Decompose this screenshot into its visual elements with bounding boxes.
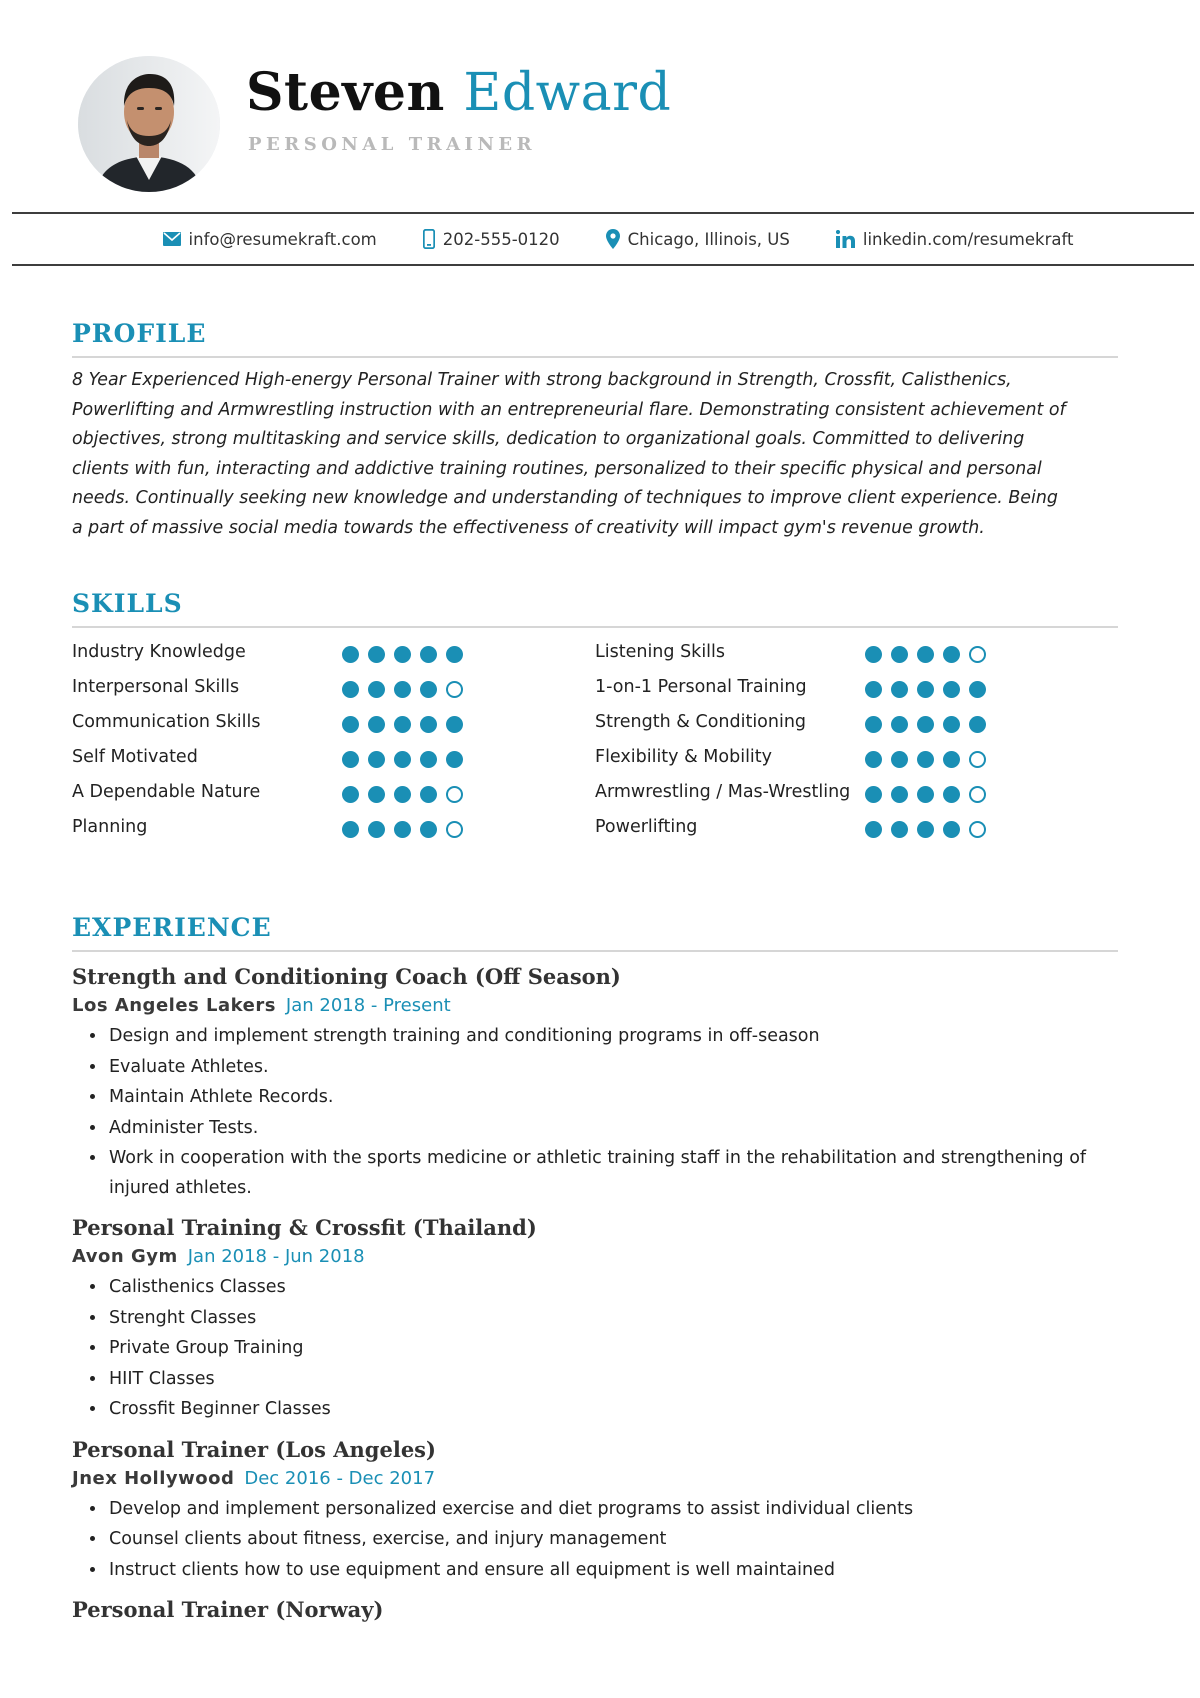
skill-name: Flexibility & Mobility [595,747,773,767]
skills-section [72,588,1118,850]
skill-rating [342,710,463,733]
skills-column-right [595,640,1118,850]
section-divider [72,626,1118,628]
rating-dot-filled [917,821,934,838]
contact-phone[interactable] [423,229,560,249]
contact-linkedin[interactable] [836,230,1074,249]
skill-rating [342,815,463,838]
skill-row [595,815,1118,840]
rating-dot-filled [943,681,960,698]
rating-dot-filled [394,821,411,838]
skills-heading: SKILLS [72,589,183,618]
rating-dot-empty [969,786,986,803]
first-name: Steven [246,62,445,123]
job-entry [72,962,1118,1203]
rating-dot-filled [342,786,359,803]
job-company: Los Angeles Lakers [72,995,276,1016]
job-bullet: • Maintain Athlete Records. [107,1082,1118,1113]
profile-summary: 8 Year Experienced High-energy Personal Trainer with strong background in Strength, Crossfit, Calisthenics, Powerlifting and Armwrestling instruction with an entrepreneurial flare. Demonstrating consistent achievement of objectives, strong multitasking and service skills, dedication to organizational goals. Committed to delivering clients with fun, interacting and addictive training routines, personalized to their specific physical and personal needs. Continually seeking new knowledge and understanding of techniques to improve client experience. Being a part of massive social media towards the effectiveness of creativity will impact gym's revenue growth. [72,370,1066,538]
job-bullet: • Counsel clients about fitness, exercise, and injury management [107,1524,1118,1555]
rating-dot-filled [891,751,908,768]
rating-dot-filled [969,716,986,733]
job-bullets [72,1021,1118,1203]
candidate-name [246,58,671,128]
job-bullets [72,1272,1118,1425]
rating-dot-filled [865,681,882,698]
job-bullet: • Crossfit Beginner Classes [107,1394,1118,1425]
rating-dot-filled [420,786,437,803]
skill-rating [865,675,986,698]
rating-dot-empty [969,821,986,838]
rating-dot-filled [865,646,882,663]
rating-dot-filled [865,751,882,768]
skill-row [72,780,595,805]
skill-row [595,745,1118,770]
experience-heading: EXPERIENCE [72,913,272,942]
rating-dot-filled [917,716,934,733]
rating-dot-filled [342,646,359,663]
phone-text: 202-555-0120 [442,229,560,249]
job-company: Avon Gym [72,1246,178,1267]
phone-icon [423,229,435,249]
skill-rating [865,780,986,803]
linkedin-text: linkedin.com/resumekraft [862,229,1074,249]
skill-rating [865,710,986,733]
skill-rating [342,675,463,698]
skill-name: Armwrestling / Mas-Wrestling [595,782,851,802]
job-dates: Jan 2018 - Jun 2018 [187,1246,365,1267]
rating-dot-filled [420,751,437,768]
skill-rating [865,815,986,838]
skill-row [72,675,595,700]
rating-dot-empty [969,751,986,768]
job-bullet: • Evaluate Athletes. [107,1052,1118,1083]
job-bullet: • Instruct clients how to use equipment and ensure all equipment is well maintained [107,1555,1118,1586]
rating-dot-filled [943,786,960,803]
skill-name: 1-on-1 Personal Training [595,677,807,697]
skill-name: Planning [72,817,148,837]
rating-dot-filled [943,751,960,768]
rating-dot-filled [917,751,934,768]
rating-dot-filled [368,646,385,663]
job-bullet: • Administer Tests. [107,1113,1118,1144]
skill-row [72,640,595,665]
job-title: Strength and Conditioning Coach (Off Season) [72,964,621,989]
job-meta [72,992,1118,1020]
skill-name: Powerlifting [595,817,698,837]
skills-column-left [72,640,595,850]
rating-dot-filled [891,681,908,698]
section-divider [72,950,1118,952]
skill-row [595,640,1118,665]
job-dates: Dec 2016 - Dec 2017 [244,1467,436,1489]
rating-dot-empty [969,646,986,663]
job-bullet: • Private Group Training [107,1333,1118,1364]
skill-row [595,710,1118,735]
skill-rating [865,640,986,663]
job-entry [72,1213,1118,1425]
skill-name: Communication Skills [72,712,261,732]
rating-dot-filled [342,681,359,698]
job-bullet: • Design and implement strength training and conditioning programs in off-season [107,1021,1118,1052]
skill-rating [342,745,463,768]
rating-dot-filled [943,716,960,733]
rating-dot-empty [446,681,463,698]
skill-rating [865,745,986,768]
skill-row [72,815,595,840]
job-meta [72,1243,1118,1271]
rating-dot-filled [342,716,359,733]
location-pin-icon [606,229,620,249]
rating-dot-filled [943,821,960,838]
rating-dot-filled [891,716,908,733]
rating-dot-filled [342,821,359,838]
skill-rating [342,780,463,803]
rating-dot-filled [446,751,463,768]
rating-dot-filled [969,681,986,698]
profile-heading: PROFILE [72,319,207,348]
mail-icon [163,232,181,246]
rating-dot-filled [394,716,411,733]
rating-dot-filled [943,646,960,663]
job-title: PERSONAL TRAINER [248,134,537,155]
skill-rating [342,640,463,663]
contact-bar [12,212,1194,266]
rating-dot-filled [394,786,411,803]
skill-name: Industry Knowledge [72,642,246,662]
job-bullet: • Strenght Classes [107,1303,1118,1334]
last-name: Edward [463,63,672,123]
rating-dot-filled [368,681,385,698]
rating-dot-filled [446,716,463,733]
job-company: Jnex Hollywood [72,1467,235,1489]
rating-dot-filled [446,646,463,663]
rating-dot-filled [394,751,411,768]
skill-row [72,745,595,770]
rating-dot-filled [865,786,882,803]
job-title: Personal Training & Crossfit (Thailand) [72,1215,537,1240]
job-bullet: • Develop and implement personalized exercise and diet programs to assist individual clients [107,1494,1118,1525]
email-text: info@resumekraft.com [188,229,377,249]
contact-location [606,229,790,249]
profile-photo [78,56,220,192]
rating-dot-filled [865,716,882,733]
experience-section [72,912,1118,1625]
skill-name: A Dependable Nature [72,782,261,802]
skill-name: Self Motivated [72,747,198,767]
section-divider [72,356,1118,358]
rating-dot-filled [420,681,437,698]
job-entry [72,1435,1118,1586]
skill-row [595,780,1118,805]
skill-name: Strength & Conditioning [595,712,807,732]
rating-dot-filled [865,821,882,838]
rating-dot-filled [368,821,385,838]
rating-dot-filled [368,786,385,803]
skill-row [72,710,595,735]
rating-dot-filled [917,646,934,663]
job-bullet: • Work in cooperation with the sports medicine or athletic training staff in the rehabilitation and strengthening of injured athletes. [107,1143,1118,1203]
rating-dot-filled [420,646,437,663]
rating-dot-filled [368,751,385,768]
job-title: Personal Trainer (Los Angeles) [72,1436,436,1462]
rating-dot-filled [891,786,908,803]
linkedin-icon [836,230,855,248]
rating-dot-filled [917,786,934,803]
rating-dot-filled [917,681,934,698]
skill-row [595,675,1118,700]
rating-dot-empty [446,821,463,838]
resume-header [0,0,1200,212]
job-bullet: • Calisthenics Classes [107,1272,1118,1303]
job-bullet: • HIIT Classes [107,1364,1118,1395]
profile-section [72,318,1118,543]
location-text: Chicago, Illinois, US [627,229,790,249]
job-dates: Jan 2018 - Present [285,995,451,1016]
job-list [72,962,1118,1625]
job-bullets [72,1494,1118,1586]
skill-name: Listening Skills [595,642,726,662]
job-title: Personal Trainer (Norway) [72,1597,384,1622]
rating-dot-filled [394,681,411,698]
rating-dot-filled [420,821,437,838]
job-entry [72,1595,1118,1625]
rating-dot-filled [420,716,437,733]
rating-dot-filled [368,716,385,733]
skill-name: Interpersonal Skills [72,677,240,697]
job-meta [72,1465,1118,1493]
rating-dot-empty [446,786,463,803]
contact-email[interactable] [163,230,377,249]
rating-dot-filled [891,646,908,663]
rating-dot-filled [394,646,411,663]
rating-dot-filled [342,751,359,768]
rating-dot-filled [891,821,908,838]
